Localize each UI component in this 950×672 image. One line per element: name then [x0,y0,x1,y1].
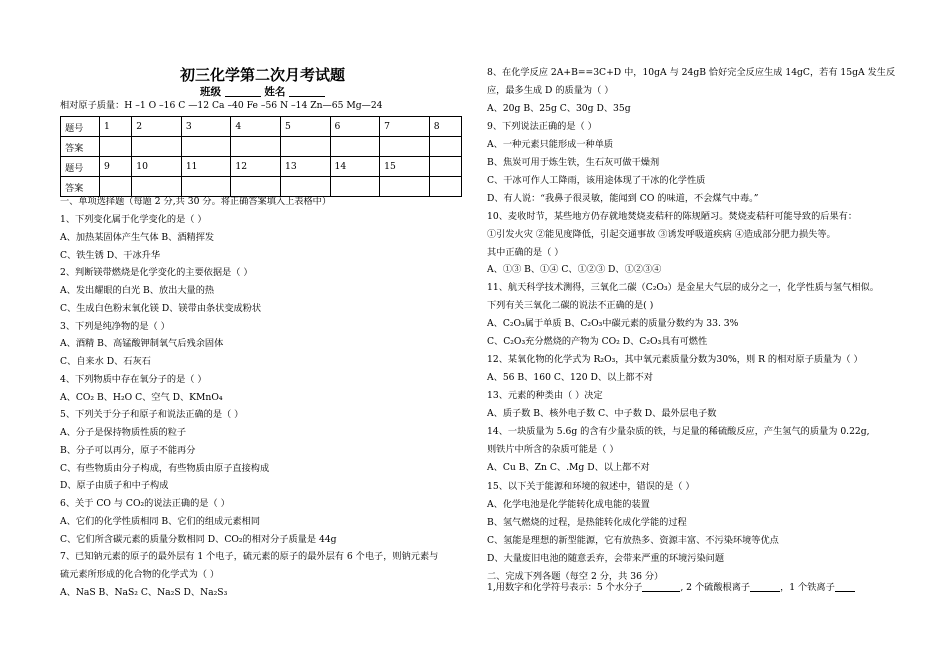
question-line: 应，最多生成 D 的质量为（ ） [487,85,614,96]
name-blank[interactable] [289,86,325,97]
question-line: 7、已知钠元素的原子的最外层有 1 个电子，硫元素的原子的最外层有 6 个电子，则钠元素与 [60,551,439,563]
question-line: A、56 B、160 C、120 D、以上都不对 [487,372,653,383]
answer-cell[interactable] [181,177,231,197]
question-line: 10、麦收时节，某些地方仍存就地焚烧麦秸秆的陈规陋习。焚烧麦秸秆可能导致的后果有： [487,211,858,222]
question-line: A、酒精 B、高锰酸钾制氧气后残余固体 [60,338,224,350]
answer-cell[interactable] [429,177,461,197]
answer-cell[interactable] [280,137,330,157]
question-line: A、化学电池是化学能转化成电能的装置 [487,499,650,510]
question-line: 5、下列关于分子和原子和说法正确的是（ ） [60,409,244,421]
question-line: 其中正确的是（ ） [487,247,564,258]
question-line: C、铁生锈 D、干冰升华 [60,249,161,261]
answer-cell[interactable] [132,137,182,157]
question-line: A、NaS B、NaS₂ C、Na₂S D、Na₂S₃ [60,586,228,598]
answer-blank[interactable] [750,581,780,592]
question-line: A、分子是保持物质性质的粒子 [60,427,187,438]
class-label: 班级 [200,86,222,98]
question-line: 2、判断镁带燃烧是化学变化的主要依据是（ ） [60,267,253,279]
question-number-label: 题号 [61,157,100,177]
question-number: 5 [280,117,330,137]
question-line: D、有人说：“我鼻子很灵敏，能闻到 CO 的味道，不会煤气中毒。” [487,193,759,204]
question-line: C、氢能是理想的新型能源，它有放热多、资源丰富、不污染环境等优点 [487,535,779,546]
question-line: 1、下列变化属于化学变化的是（ ） [60,214,207,225]
question-line: A、加热某固体产生气体 B、酒精挥发 [60,231,215,243]
question-line: 11、航天科学技术测得，三氧化二碳（C₂O₃）是金星大气层的成分之一，化学性质与氢气相似。 [487,282,879,293]
question-line: C、生成白色粉末氧化镁 D、镁带由条状变成粉状 [60,302,262,314]
name-label: 姓名 [264,86,286,98]
class-blank[interactable] [225,86,261,97]
question-line: B、分子可以再分，原子不能再分 [60,444,196,456]
exam-title: 初三化学第二次月考试题 [179,66,345,84]
question-line: 15、以下关于能源和环境的叙述中，错误的是（ ） [487,481,695,492]
question-line: 二、完成下列各题（每空 2 分，共 36 分） [487,571,664,582]
question-number: 14 [330,157,380,177]
question-line: B、焦炭可用于炼生铁，生石灰可做干燥剂 [487,157,660,168]
question-line: 4、下列物质中存在氧分子的是（ ） [60,373,207,385]
answer-cell[interactable] [330,177,380,197]
question-line: C、它们所含碳元素的质量分数相同 D、CO₂的相对分子质量是 44g [60,533,337,545]
question-number: 15 [380,157,430,177]
answer-cell[interactable] [330,137,380,157]
question-line: C、有些物质由分子构成，有些物质由原子直接构成 [60,462,270,474]
question-line: 14、一块质量为 5.6g 的含有少量杂质的铁，与足量的稀硫酸反应，产生氢气的质量为 0.22g, [487,426,870,437]
question-line: A、CO₂ B、H₂O C、空气 D、KMnO₄ [60,391,223,403]
fill-in-label: , 2 个硫酸根离子 [680,582,751,593]
table-row [61,177,462,197]
section-one-heading: 一、单项选择题（每题 2 分,共 30 分。将正确答案填入上表格中） [60,196,332,207]
question-line: 6、关于 CO 与 CO₂的说法正确的是（ ） [60,498,230,509]
answer-cell[interactable] [429,137,461,157]
fill-in-prefix: 1,用数字和化学符号表示：5 个水分子 [487,582,643,593]
answer-cell[interactable] [100,177,132,197]
question-line: 3、下列是纯净物的是（ ） [60,320,170,332]
answer-cell[interactable] [231,177,281,197]
question-line: B、氢气燃烧的过程，是热能转化成化学能的过程 [487,517,687,528]
answer-cell[interactable] [280,177,330,197]
question-line: 13、元素的种类由（ ）决定 [487,390,603,401]
question-line: A、质子数 B、核外电子数 C、中子数 D、最外层电子数 [487,408,717,419]
question-line: D、原子由质子和中子构成 [60,480,169,492]
table-row [61,157,462,177]
question-number: 7 [380,117,430,137]
table-row [61,117,462,137]
answer-cell[interactable] [100,137,132,157]
question-line: A、20g B、25g C、30g D、35g [487,103,631,114]
question-line: A、Cu B、Zn C、.Mg D、以上都不对 [487,462,650,473]
answer-cell[interactable] [132,177,182,197]
answer-blank[interactable] [835,581,855,592]
answer-cell[interactable] [231,137,281,157]
question-number: 13 [280,157,330,177]
question-line: A、一种元素只能形成一种单质 [487,139,614,150]
question-line: A、C₂O₃属于单质 B、C₂O₃中碳元素的质量分数约为 33. 3% [487,318,739,329]
answer-cell[interactable] [380,137,430,157]
question-line: C、自来水 D、石灰石 [60,356,151,367]
question-number: 3 [181,117,231,137]
question-line: 硫元素所形成的化合物的化学式为（ ） [60,569,220,580]
question-number: 4 [231,117,281,137]
fill-in-label: 1 个铁离子 [789,582,835,593]
table-row [61,137,462,157]
question-number: 6 [330,117,380,137]
class-name-line [60,84,465,99]
fill-in-question-1 [487,581,855,594]
question-line: C、干冰可作人工降雨，该用途体现了干冰的化学性质 [487,175,706,186]
answer-cell[interactable] [380,177,430,197]
answer-label: 答案 [61,177,100,197]
question-number-label: 题号 [61,117,100,137]
question-line: 9、下列说法正确的是（ ） [487,121,597,132]
atomic-masses: 相对原子质量：H –1 O –16 C —12 Ca –40 Fe –56 N –14 Zn—65 Mg—24 [60,100,383,111]
question-line: A、①③ B、①④ C、①②③ D、①②③④ [487,264,662,275]
question-number: 9 [100,157,132,177]
answer-blank[interactable] [642,581,680,592]
question-number: 1 [100,117,132,137]
question-line: D、大量废旧电池的随意丢弃，会带来严重的环境污染问题 [487,553,725,564]
answer-table [60,116,462,197]
question-line: 8、在化学反应 2A+B==3C+D 中，10gA 与 24gB 恰好完全反应生成 14gC，若有 15gA 发生反 [487,67,896,78]
question-line: A、发出耀眼的白光 B、放出大量的热 [60,285,215,296]
question-number: 8 [429,117,461,137]
question-line: A、它们的化学性质相同 B、它们的组成元素相同 [60,515,261,527]
question-number: 2 [132,117,182,137]
question-number [429,157,461,177]
question-line: 12、某氧化物的化学式为 R₂O₃，其中氧元素质量分数为30%，则 R 的相对原子质量为（ ） [487,354,863,365]
question-line: 下列有关三氧化二碳的说法不正确的是( ) [487,300,654,311]
question-line: ①引发火灾 ②能见度降低，引起交通事故 ③诱发呼吸道疾病 ④造成部分肥力损失等。 [487,229,836,240]
question-line: 则铁片中所含的杂质可能是（ ） [487,444,619,455]
question-line: C、C₂O₃充分燃烧的产物为 CO₂ D、C₂O₃具有可燃性 [487,336,708,347]
question-number: 11 [181,157,231,177]
answer-label: 答案 [61,137,100,157]
answer-cell[interactable] [181,137,231,157]
fill-in-label: ， [780,582,790,593]
question-number: 12 [231,157,281,177]
question-number: 10 [132,157,182,177]
